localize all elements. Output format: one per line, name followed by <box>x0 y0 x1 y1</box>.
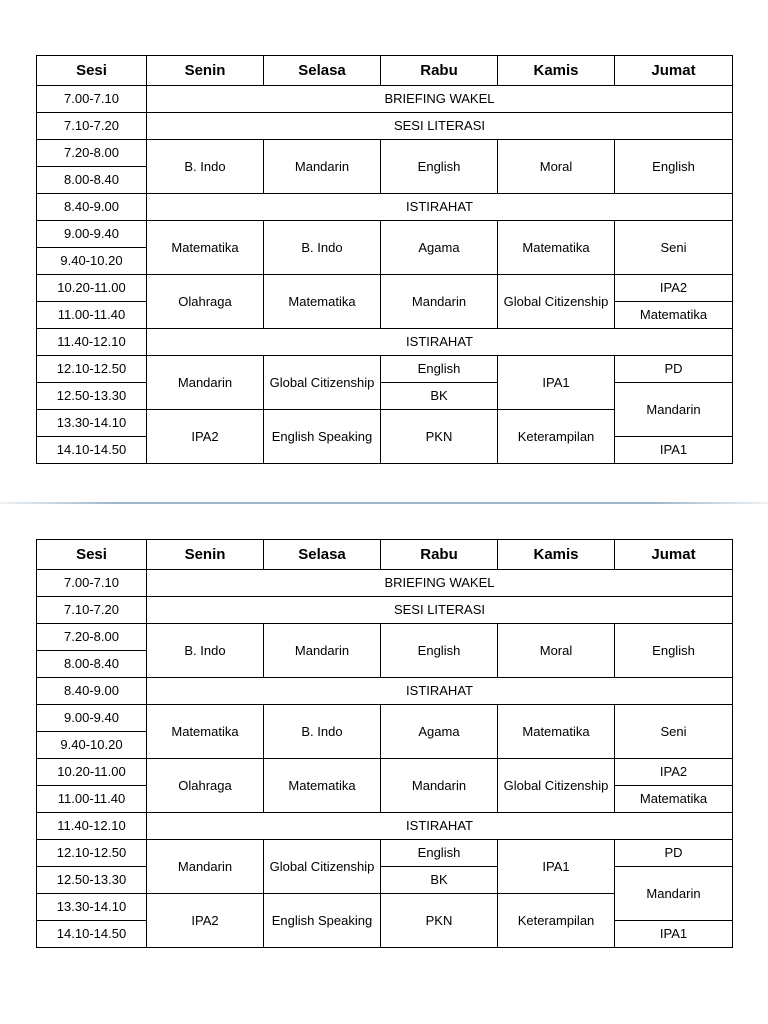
subject-cell: English <box>381 356 498 383</box>
time-cell: 12.10-12.50 <box>37 356 147 383</box>
subject-cell: Mandarin <box>381 759 498 813</box>
subject-cell: IPA2 <box>147 410 264 464</box>
table-row <box>37 275 733 302</box>
subject-cell: Mandarin <box>615 867 733 921</box>
table-row <box>37 840 733 867</box>
time-cell: 11.00-11.40 <box>37 302 147 329</box>
banner-cell: BRIEFING WAKEL <box>147 570 733 597</box>
time-cell: 8.40-9.00 <box>37 678 147 705</box>
time-cell: 8.00-8.40 <box>37 651 147 678</box>
table-row <box>37 705 733 732</box>
subject-cell: Mandarin <box>615 383 733 437</box>
time-cell: 7.20-8.00 <box>37 140 147 167</box>
header-selasa: Selasa <box>264 540 381 570</box>
header-row <box>37 540 733 570</box>
subject-cell: Matematika <box>147 221 264 275</box>
table-row <box>37 383 733 410</box>
subject-cell: Global Citizenship <box>498 759 615 813</box>
subject-cell: Mandarin <box>264 624 381 678</box>
table-row <box>37 329 733 356</box>
subject-cell: Matematika <box>264 759 381 813</box>
banner-cell: ISTIRAHAT <box>147 678 733 705</box>
banner-cell: ISTIRAHAT <box>147 194 733 221</box>
subject-cell: PD <box>615 840 733 867</box>
time-cell: 9.40-10.20 <box>37 732 147 759</box>
header-selasa: Selasa <box>264 56 381 86</box>
time-cell: 12.10-12.50 <box>37 840 147 867</box>
subject-cell: Matematika <box>615 786 733 813</box>
subject-cell: Olahraga <box>147 759 264 813</box>
header-rabu: Rabu <box>381 56 498 86</box>
time-cell: 14.10-14.50 <box>37 437 147 464</box>
subject-cell: Seni <box>615 221 733 275</box>
table-row <box>37 221 733 248</box>
subject-cell: Matematika <box>498 221 615 275</box>
time-cell: 9.40-10.20 <box>37 248 147 275</box>
time-cell: 7.00-7.10 <box>37 570 147 597</box>
subject-cell: English Speaking <box>264 410 381 464</box>
subject-cell: Moral <box>498 140 615 194</box>
subject-cell: Olahraga <box>147 275 264 329</box>
time-cell: 13.30-14.10 <box>37 410 147 437</box>
time-cell: 7.10-7.20 <box>37 597 147 624</box>
subject-cell: Matematika <box>264 275 381 329</box>
schedule-table-2 <box>36 539 733 948</box>
subject-cell: Seni <box>615 705 733 759</box>
subject-cell: Global Citizenship <box>264 840 381 894</box>
subject-cell: Global Citizenship <box>498 275 615 329</box>
subject-cell: B. Indo <box>264 705 381 759</box>
time-cell: 14.10-14.50 <box>37 921 147 948</box>
subject-cell: Matematika <box>615 302 733 329</box>
header-senin: Senin <box>147 540 264 570</box>
subject-cell: IPA2 <box>615 275 733 302</box>
subject-cell: B. Indo <box>264 221 381 275</box>
header-jumat: Jumat <box>615 540 733 570</box>
header-kamis: Kamis <box>498 540 615 570</box>
time-cell: 9.00-9.40 <box>37 705 147 732</box>
subject-cell: Mandarin <box>147 840 264 894</box>
time-cell: 8.40-9.00 <box>37 194 147 221</box>
subject-cell: IPA2 <box>147 894 264 948</box>
time-cell: 11.40-12.10 <box>37 329 147 356</box>
table-row <box>37 759 733 786</box>
subject-cell: IPA2 <box>615 759 733 786</box>
subject-cell: Matematika <box>147 705 264 759</box>
time-cell: 10.20-11.00 <box>37 275 147 302</box>
header-jumat: Jumat <box>615 56 733 86</box>
table-row <box>37 624 733 651</box>
time-cell: 7.00-7.10 <box>37 86 147 113</box>
subject-cell: English <box>381 624 498 678</box>
subject-cell: Mandarin <box>381 275 498 329</box>
subject-cell: IPA1 <box>498 356 615 410</box>
subject-cell: IPA1 <box>498 840 615 894</box>
subject-cell: English <box>381 140 498 194</box>
header-sesi: Sesi <box>37 540 147 570</box>
time-cell: 7.10-7.20 <box>37 113 147 140</box>
subject-cell: PD <box>615 356 733 383</box>
banner-cell: BRIEFING WAKEL <box>147 86 733 113</box>
banner-cell: SESI LITERASI <box>147 597 733 624</box>
subject-cell: Agama <box>381 221 498 275</box>
table-row <box>37 597 733 624</box>
time-cell: 12.50-13.30 <box>37 867 147 894</box>
subject-cell: BK <box>381 867 498 894</box>
subject-cell: English <box>381 840 498 867</box>
subject-cell: IPA1 <box>615 437 733 464</box>
time-cell: 13.30-14.10 <box>37 894 147 921</box>
subject-cell: English Speaking <box>264 894 381 948</box>
time-cell: 7.20-8.00 <box>37 624 147 651</box>
table-row <box>37 678 733 705</box>
subject-cell: Global Citizenship <box>264 356 381 410</box>
subject-cell: Agama <box>381 705 498 759</box>
time-cell: 12.50-13.30 <box>37 383 147 410</box>
header-rabu: Rabu <box>381 540 498 570</box>
table-row <box>37 140 733 167</box>
header-row <box>37 56 733 86</box>
table-row <box>37 86 733 113</box>
subject-cell: IPA1 <box>615 921 733 948</box>
subject-cell: Keterampilan <box>498 894 615 948</box>
table-row <box>37 113 733 140</box>
time-cell: 8.00-8.40 <box>37 167 147 194</box>
banner-cell: ISTIRAHAT <box>147 329 733 356</box>
banner-cell: ISTIRAHAT <box>147 813 733 840</box>
time-cell: 11.00-11.40 <box>37 786 147 813</box>
schedule-table-1 <box>36 55 733 464</box>
subject-cell: BK <box>381 383 498 410</box>
table-row <box>37 867 733 894</box>
table-row <box>37 194 733 221</box>
table-row <box>37 813 733 840</box>
subject-cell: Keterampilan <box>498 410 615 464</box>
header-sesi: Sesi <box>37 56 147 86</box>
subject-cell: PKN <box>381 894 498 948</box>
subject-cell: Moral <box>498 624 615 678</box>
subject-cell: B. Indo <box>147 140 264 194</box>
time-cell: 10.20-11.00 <box>37 759 147 786</box>
subject-cell: Mandarin <box>264 140 381 194</box>
table-row <box>37 356 733 383</box>
subject-cell: English <box>615 140 733 194</box>
subject-cell: PKN <box>381 410 498 464</box>
time-cell: 9.00-9.40 <box>37 221 147 248</box>
subject-cell: B. Indo <box>147 624 264 678</box>
header-senin: Senin <box>147 56 264 86</box>
time-cell: 11.40-12.10 <box>37 813 147 840</box>
table-row <box>37 570 733 597</box>
page-divider <box>0 502 768 504</box>
subject-cell: English <box>615 624 733 678</box>
subject-cell: Matematika <box>498 705 615 759</box>
banner-cell: SESI LITERASI <box>147 113 733 140</box>
subject-cell: Mandarin <box>147 356 264 410</box>
header-kamis: Kamis <box>498 56 615 86</box>
